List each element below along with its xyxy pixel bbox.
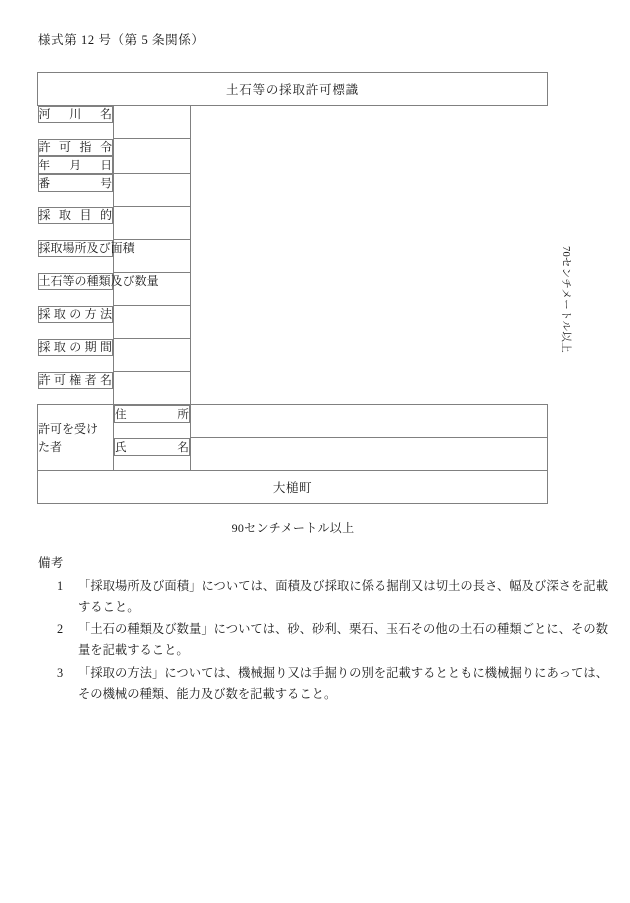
table-row [38, 471, 548, 504]
sign-title-cell: 土石等の採取許可標識 [38, 73, 548, 106]
label-permit-date [38, 156, 114, 174]
label-char: 的 [99, 207, 112, 222]
label-char: 令 [99, 139, 112, 154]
label-char: 取 [53, 339, 66, 354]
list-item [38, 619, 610, 661]
table-row [38, 73, 548, 106]
label-char: 取 [53, 306, 66, 321]
label-char: 間 [99, 339, 112, 354]
label-char: 法 [99, 306, 112, 321]
label-char: 名 [99, 372, 112, 387]
label-char: 川 [69, 107, 82, 121]
label-char: 日 [100, 158, 112, 172]
dimension-height-label: 70センチメートル以上 [560, 246, 571, 353]
label-permit-number [38, 174, 114, 192]
label-char: 氏 [115, 440, 127, 454]
label-char: 所 [74, 240, 87, 255]
note-number: 3 [57, 665, 64, 680]
table-row [38, 207, 548, 240]
table-row [38, 240, 548, 273]
label-char: 土 [38, 273, 51, 288]
label-char: 許 [38, 372, 51, 387]
label-char: 名 [177, 440, 189, 454]
label-char: 許 [38, 139, 51, 154]
label-holder-name [114, 438, 190, 456]
value-holder-address[interactable] [191, 405, 548, 438]
note-number: 2 [57, 622, 64, 637]
label-char: 積 [122, 240, 135, 255]
label-char: 可 [58, 139, 71, 154]
value-river-name[interactable] [114, 106, 191, 139]
note-text: 「採取の方法」については、機械掘り又は手掘りの別を記載するとともに機械掘りにあっては、その機械の種類、能力及び数を記載すること。 [78, 665, 608, 701]
label-char: 及 [110, 273, 123, 288]
label-permit-holder-line2: た者 [38, 439, 63, 454]
label-char: 可 [53, 372, 66, 387]
permit-sign-table-container [37, 72, 547, 504]
label-char: 類 [98, 273, 111, 288]
label-char: 場 [62, 240, 75, 255]
note-number: 1 [57, 579, 64, 593]
label-permit-order [38, 139, 114, 156]
label-char: 目 [79, 207, 92, 222]
table-row [38, 306, 548, 339]
table-row [38, 106, 548, 139]
table-row [38, 372, 548, 405]
label-char: び [122, 273, 135, 288]
note-text: 「採取場所及び面積」については、面積及び採取に係る掘削又は切土の長さ、幅及び深さを記載すること。 [78, 579, 608, 615]
label-char: 期 [84, 339, 97, 354]
label-char: 指 [79, 139, 92, 154]
sign-footer-municipality: 大槌町 [38, 471, 548, 504]
label-char: 面 [110, 240, 123, 255]
label-char: 号 [100, 176, 112, 190]
table-row [38, 273, 548, 306]
value-holder-name[interactable] [191, 438, 548, 471]
label-char: 名 [99, 107, 112, 121]
label-holder-address [114, 405, 190, 423]
notes-section [38, 553, 610, 706]
value-permitting-authority[interactable] [114, 372, 191, 405]
label-char: 方 [84, 306, 97, 321]
label-char: 番 [38, 176, 51, 190]
label-extraction-purpose [38, 207, 114, 224]
label-river-name [38, 106, 114, 123]
table-row [38, 405, 548, 438]
value-permit-date[interactable] [114, 139, 191, 174]
label-char: 採 [38, 306, 51, 321]
list-item [38, 576, 610, 618]
label-char: 採 [38, 207, 51, 222]
label-material-type-quantity [38, 273, 159, 290]
label-char: 石 [50, 273, 63, 288]
notes-heading: 備考 [38, 556, 64, 570]
label-extraction-site-area [38, 240, 135, 257]
label-char: 量 [146, 273, 159, 288]
label-char: 所 [177, 408, 189, 421]
value-extraction-period[interactable] [114, 339, 191, 372]
value-permit-number[interactable] [114, 174, 191, 207]
label-char: 者 [84, 372, 97, 387]
label-char: 等 [62, 273, 75, 288]
label-char: 河 [38, 107, 51, 121]
table-row [38, 174, 548, 207]
label-char: 年 [38, 158, 51, 172]
label-extraction-method [38, 306, 114, 323]
label-char: 及 [86, 240, 99, 255]
note-text: 「土石の種類及び数量」については、砂、砂利、栗石、玉石その他の土石の種類ごとに、その数量を記載すること。 [78, 622, 608, 658]
label-char: の [69, 306, 82, 321]
label-char: 取 [50, 240, 63, 255]
label-char: 月 [69, 158, 82, 172]
label-extraction-period [38, 339, 114, 356]
label-permit-holder-line1: 許可を受け [38, 421, 99, 436]
list-item [38, 663, 610, 705]
label-permit-holder [38, 405, 114, 471]
permit-sign-table [37, 72, 548, 504]
value-extraction-method[interactable] [114, 306, 191, 339]
table-row [38, 339, 548, 372]
table-row [38, 438, 548, 471]
label-char: 種 [86, 273, 99, 288]
value-extraction-purpose[interactable] [114, 207, 191, 240]
label-char: の [69, 339, 82, 354]
dimension-width-label: 90センチメートル以上 [231, 521, 355, 535]
label-char: 採 [38, 240, 51, 255]
table-row [38, 139, 548, 174]
label-permitting-authority [38, 372, 114, 389]
label-char: の [74, 273, 87, 288]
label-char: 数 [134, 273, 147, 288]
label-char: 権 [69, 372, 82, 387]
label-char: び [98, 240, 111, 255]
form-number-heading: 様式第 12 号（第 5 条関係） [38, 33, 205, 47]
label-char: 採 [38, 339, 51, 354]
label-char: 住 [115, 408, 127, 421]
label-char: 取 [58, 207, 71, 222]
